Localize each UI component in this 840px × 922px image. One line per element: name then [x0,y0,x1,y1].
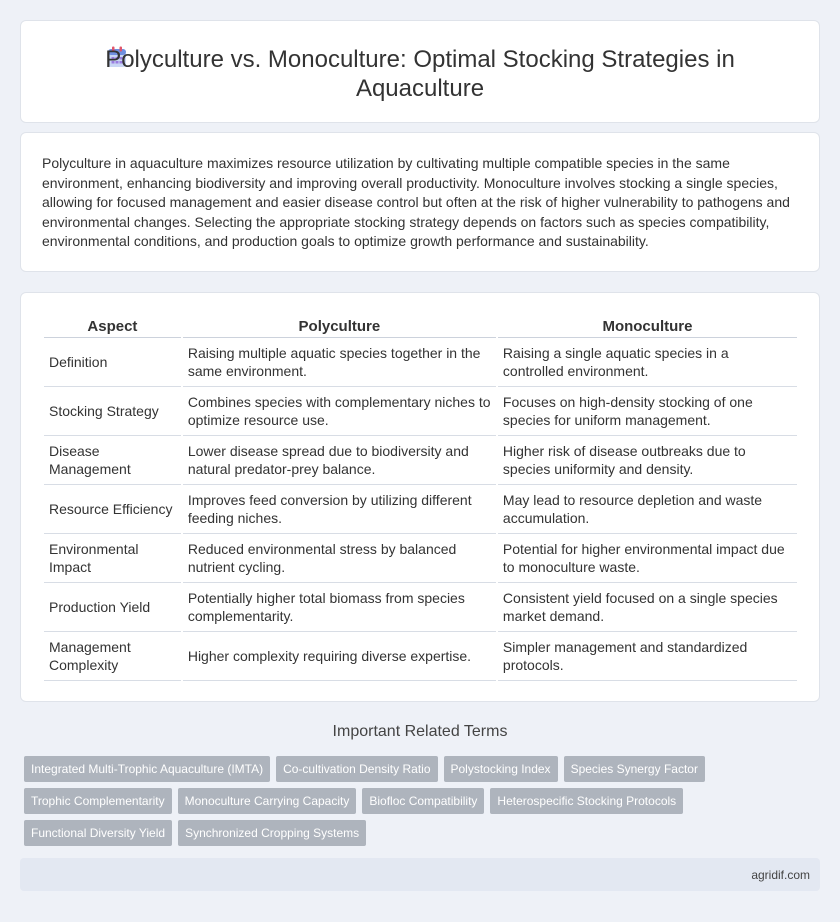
related-term-tag[interactable]: Co-cultivation Density Ratio [276,756,437,782]
tag-row [24,788,724,814]
table-row [44,338,797,387]
related-term-tag[interactable]: Heterospecific Stocking Protocols [490,788,683,814]
related-term-tag[interactable]: Polystocking Index [444,756,558,782]
tag-row [24,820,724,846]
monoculture-cell: Focuses on high-density stocking of one species for uniform management. [498,387,797,436]
related-term-tag[interactable]: Synchronized Cropping Systems [178,820,366,846]
table-row [44,387,797,436]
related-term-tag[interactable]: Functional Diversity Yield [24,820,172,846]
polyculture-cell: Raising multiple aquatic species together in the same environment. [183,338,496,387]
header-card [20,20,820,123]
monoculture-cell: May lead to resource depletion and waste accumulation. [498,485,797,534]
monoculture-cell: Raising a single aquatic species in a controlled environment. [498,338,797,387]
aspect-cell: Environmental Impact [44,534,181,583]
table-row [44,632,797,681]
header-polyculture: Polyculture [183,316,496,338]
tag-row [24,756,724,782]
polyculture-cell: Combines species with complementary niches to optimize resource use. [183,387,496,436]
table-row [44,534,797,583]
header-aspect: Aspect [44,316,181,338]
polyculture-cell: Higher complexity requiring diverse expertise. [183,632,496,681]
aspect-cell: Stocking Strategy [44,387,181,436]
aspect-cell: Disease Management [44,436,181,485]
comparison-card [20,292,820,702]
page-title: Polyculture vs. Monoculture: Optimal Stocking Strategies in Aquaculture [105,46,735,102]
related-term-tag[interactable]: Biofloc Compatibility [362,788,484,814]
aspect-cell: Production Yield [44,583,181,632]
footer [20,858,820,891]
footer-site-link[interactable]: agridif.com [751,868,810,882]
related-term-tag[interactable]: Monoculture Carrying Capacity [178,788,357,814]
comparison-table [42,316,799,681]
table-row [44,485,797,534]
table-row [44,436,797,485]
table-row [44,583,797,632]
polyculture-cell: Lower disease spread due to biodiversity and natural predator-prey balance. [183,436,496,485]
aspect-cell: Resource Efficiency [44,485,181,534]
header-monoculture: Monoculture [498,316,797,338]
monoculture-cell: Simpler management and standardized protocols. [498,632,797,681]
aspect-cell: Management Complexity [44,632,181,681]
polyculture-cell: Improves feed conversion by utilizing different feeding niches. [183,485,496,534]
related-terms-list [24,756,724,852]
related-term-tag[interactable]: Integrated Multi-Trophic Aquaculture (IMTA) [24,756,270,782]
intro-card [20,132,820,272]
table-header-row [44,316,797,338]
monoculture-cell: Higher risk of disease outbreaks due to species uniformity and density. [498,436,797,485]
aspect-cell: Definition [44,338,181,387]
polyculture-cell: Reduced environmental stress by balanced nutrient cycling. [183,534,496,583]
related-terms-heading: Important Related Terms [332,723,508,740]
related-term-tag[interactable]: Trophic Complementarity [24,788,172,814]
monoculture-cell: Consistent yield focused on a single species market demand. [498,583,797,632]
monoculture-cell: Potential for higher environmental impact due to monoculture waste. [498,534,797,583]
polyculture-cell: Potentially higher total biomass from species complementarity. [183,583,496,632]
related-term-tag[interactable]: Species Synergy Factor [564,756,705,782]
intro-paragraph: Polyculture in aquaculture maximizes resource utilization by cultivating multiple compatible species in the same environment, enhancing biodiversity and improving overall productivity. Monoculture involves stocking a single species, allowing for focused management and easier disease control but often at the risk of higher vulnerability to pathogens and environmental changes. Selecting the appropriate stocking strategy depends on factors such as species compatibility, environmental conditions, and production goals to optimize growth performance and sustainability. [42,155,790,249]
